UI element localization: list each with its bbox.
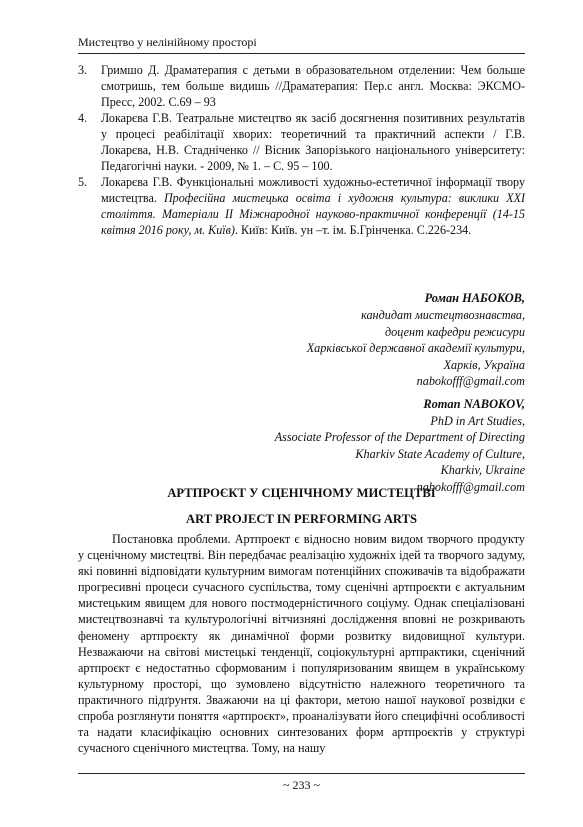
footer-divider — [78, 773, 525, 774]
author-name: Roman NABOKOV, — [423, 396, 525, 411]
reference-text: Гримшо Д. Драматерапия с детьми в образовательном отделении: Чем больше смотришь, тем больше видишь //Драматерапия: Пер.с англ. Москва: ЭКСМО-Пресс, 2002. С.69 – 93 — [101, 63, 525, 109]
author-location: Kharkiv, Ukraine — [440, 463, 525, 477]
reference-text: Локарєва Г.В. Театральне мистецтво як засіб досягнення позитивних результатів у процесі реабілітації хворих: теоретичний та практичний аспекти / Г.В. Локарєва, Н.В. Стадніченко // Вісник Запорізького національного університету: Педагогічні науки. - 2009, № 1. – С. 95 – 100. — [101, 111, 525, 173]
reference-number: 3. — [78, 63, 88, 77]
body-paragraph: Постановка проблеми. Артпроект є відносно новим видом творчого продукту у сценічному мистецтві. Він передбачає реалізацію художніх ідей та творчого задуму, які повинні відповідати культурним вимогам потенційних споживачів та відображати прогресивні процеси сучасного суспільства, тому сценічні артпроєкти є актуальним мистецьким явищем для нового постмодерністичного соціуму. Однак спеціалізовані мистецтвознавчі та культурологічні вітчизняні дослідження вповні не розкривають феномену артпроєкту як динамічної форми розвитку видовищної культури. Незважаючи на світові мистецькі тенденції, соціокультурні артпрактики, сценічний артпроєкт є недостатньо сформованим і популяризованим явищем в українському культурному просторі, що зумовлено відсутністю належного теоретичного та практичного підґрунтя. Зважаючи на ці фактори, метою нашої наукової розвідки є спроба розглянути поняття «артпроєкт», проаналізувати його специфічні особливості та надати класифікацію основних синтезованих форм артпроєктів у структурі сучасного сценічного мистецтва. Тому, на нашу — [78, 532, 525, 756]
author-position: Associate Professor of the Department of Directing — [274, 430, 525, 444]
reference-number: 4. — [78, 111, 88, 125]
reference-text-tail: . Київ: Київ. ун –т. ім. Б.Грінченка. С.226-234. — [234, 223, 472, 237]
article-title-uk: АРТПРОЄКТ У СЦЕНІЧНОМУ МИСТЕЦТВІ — [167, 486, 436, 500]
running-head: Мистецтво у нелінійному просторі — [78, 35, 257, 49]
author-block-en — [85, 396, 525, 496]
author-institution: Kharkiv State Academy of Culture, — [355, 446, 525, 461]
author-name: Роман НАБОКОВ, — [424, 291, 525, 305]
page-number: ~ 233 ~ — [283, 778, 320, 792]
author-email: nabokofff@gmail.com — [416, 374, 525, 388]
author-degree: PhD in Art Studies, — [430, 413, 525, 428]
reference-list — [78, 62, 525, 238]
author-email: nabokofff@gmail.com — [416, 479, 525, 494]
reference-number: 5. — [78, 175, 88, 189]
reference-source-italic: Професійна мистецька освіта і художня культура: виклики XXI століття. Матеріали II Міжнародної науково-практичної конференції (14-15 квітня 2016 року, м. Київ) — [101, 191, 525, 237]
author-location: Харків, Україна — [443, 357, 525, 372]
reference-item — [78, 174, 525, 238]
author-info — [85, 290, 525, 501]
article-title-en: ART PROJECT IN PERFORMING ARTS — [186, 512, 417, 526]
reference-item — [78, 62, 525, 110]
header-divider — [78, 53, 525, 54]
author-degree: кандидат мистецтвознавства, — [361, 308, 525, 322]
reference-item — [78, 110, 525, 174]
author-institution: Харківської державної академії культури, — [306, 341, 525, 355]
author-block-uk — [85, 290, 525, 390]
reference-text: Локарєва Г.В. Функціональні можливості художньо-естетичної інформації твору мистецтва. — [101, 175, 525, 205]
author-position: доцент кафедри режисури — [384, 324, 525, 339]
